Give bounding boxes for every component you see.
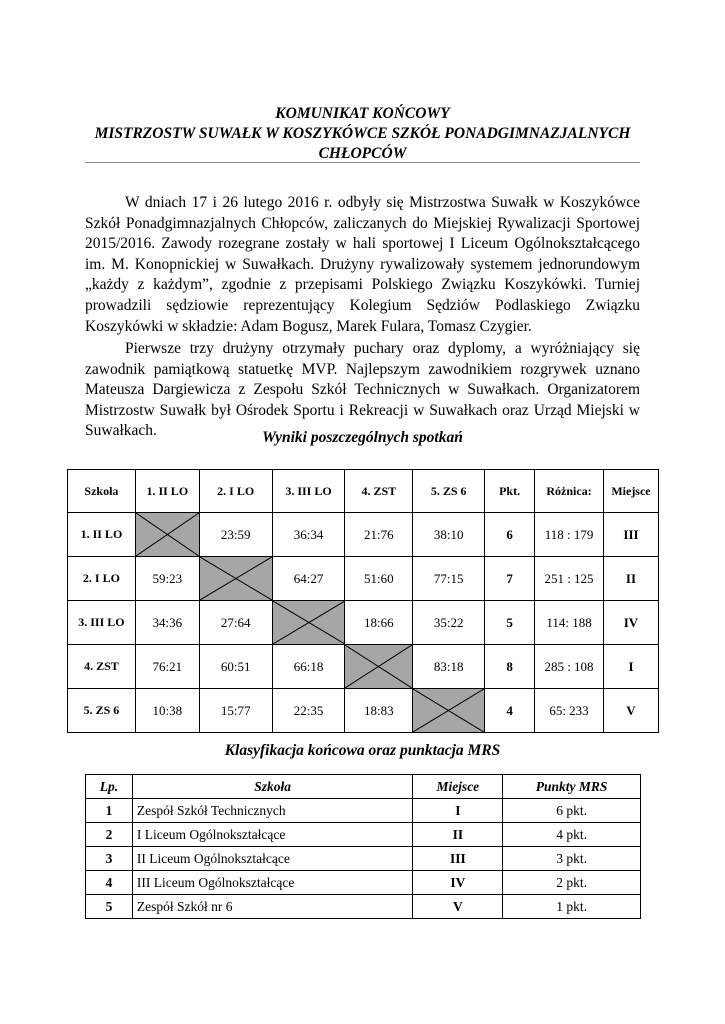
team-cell: 2. I LO bbox=[68, 557, 136, 601]
header-cell: Miejsce bbox=[413, 775, 503, 799]
score-cell: 23:59 bbox=[199, 513, 272, 557]
score-cell: 59:23 bbox=[135, 557, 199, 601]
score-cell: 34:36 bbox=[135, 601, 199, 645]
document-subtitle-cont: CHŁOPCÓW bbox=[318, 145, 407, 162]
school-cell: III Liceum Ogólnokształcące bbox=[132, 871, 412, 895]
mrs-points-cell: 2 pkt. bbox=[503, 871, 641, 895]
score-cell: 27:64 bbox=[199, 601, 272, 645]
difference-cell: 118 : 179 bbox=[535, 513, 604, 557]
cross-out-icon bbox=[273, 601, 345, 644]
header-cell: Różnica: bbox=[535, 470, 604, 513]
header-cell: 2. I LO bbox=[199, 470, 272, 513]
header-cell: Pkt. bbox=[485, 470, 535, 513]
score-cell: 51:60 bbox=[345, 557, 413, 601]
lp-cell: 2 bbox=[86, 823, 133, 847]
paragraph-1: W dniach 17 i 26 lutego 2016 r. odbyły się Mistrzostwa Suwałk w Koszykówce Szkół Ponadgimnazjalnych Chłopców, zaliczanych do Miejskiej Rywalizacji Sportowej 2015/2016. Zawody rozegrane zostały w hali sportowej I Liceum Ogólnokształcącego im. M. Konopnickiej w Suwałkach. Drużyny rywalizowały systemem jednorundowym „każdy z każdym”, zgodnie z przepisami Polskiego Związku Koszykówki. Turniej prowadzili sędziowie reprezentujący Kolegium Sędziów Podlaskiego Związku Koszykówki w składzie: Adam Bogusz, Marek Fulara, Tomasz Czygier. bbox=[85, 194, 640, 335]
place-cell: IV bbox=[413, 871, 503, 895]
mrs-points-cell: 6 pkt. bbox=[503, 799, 641, 823]
difference-cell: 285 : 108 bbox=[535, 645, 604, 689]
team-cell: 1. II LO bbox=[68, 513, 136, 557]
cross-out-icon bbox=[345, 645, 412, 688]
document-subtitle: MISTRZOSTW SUWAŁK W KOSZYKÓWCE SZKÓŁ PONADGIMNAZJALNYCH bbox=[94, 125, 631, 142]
score-cell: 35:22 bbox=[413, 601, 485, 645]
self-match-cell bbox=[272, 601, 345, 645]
lp-cell: 5 bbox=[86, 895, 133, 919]
table-row bbox=[86, 847, 641, 871]
team-cell: 3. III LO bbox=[68, 601, 136, 645]
points-cell: 7 bbox=[485, 557, 535, 601]
lp-cell: 3 bbox=[86, 847, 133, 871]
team-cell: 4. ZST bbox=[68, 645, 136, 689]
table-row bbox=[86, 871, 641, 895]
header-cell: Lp. bbox=[86, 775, 133, 799]
score-cell: 36:34 bbox=[272, 513, 345, 557]
table-row bbox=[68, 601, 659, 645]
mrs-points-cell: 4 pkt. bbox=[503, 823, 641, 847]
self-match-cell bbox=[135, 513, 199, 557]
table-row bbox=[68, 645, 659, 689]
header-cell: 1. II LO bbox=[135, 470, 199, 513]
self-match-cell bbox=[413, 689, 485, 733]
score-cell: 18:83 bbox=[345, 689, 413, 733]
points-cell: 8 bbox=[485, 645, 535, 689]
header-cell: Miejsce bbox=[603, 470, 658, 513]
results-table bbox=[67, 469, 659, 733]
header-cell: Punkty MRS bbox=[503, 775, 641, 799]
score-cell: 83:18 bbox=[413, 645, 485, 689]
results-title: Wyniki poszczególnych spotkań bbox=[262, 429, 463, 446]
table-row bbox=[86, 799, 641, 823]
classification-table bbox=[85, 774, 641, 919]
table-row bbox=[86, 823, 641, 847]
place-cell: II bbox=[603, 557, 658, 601]
score-cell: 66:18 bbox=[272, 645, 345, 689]
difference-cell: 114: 188 bbox=[535, 601, 604, 645]
school-cell: Zespół Szkół Technicznych bbox=[132, 799, 412, 823]
lp-cell: 1 bbox=[86, 799, 133, 823]
lp-cell: 4 bbox=[86, 871, 133, 895]
points-cell: 5 bbox=[485, 601, 535, 645]
place-cell: II bbox=[413, 823, 503, 847]
table-row bbox=[68, 689, 659, 733]
school-cell: II Liceum Ogólnokształcące bbox=[132, 847, 412, 871]
classification-title: Klasyfikacja końcowa oraz punktacja MRS bbox=[224, 742, 501, 759]
self-match-cell bbox=[199, 557, 272, 601]
title-divider bbox=[85, 162, 640, 163]
score-cell: 21:76 bbox=[345, 513, 413, 557]
school-cell: Zespół Szkół nr 6 bbox=[132, 895, 412, 919]
self-match-cell bbox=[345, 645, 413, 689]
cross-out-icon bbox=[413, 689, 484, 732]
document-title: KOMUNIKAT KOŃCOWY bbox=[275, 105, 450, 122]
score-cell: 15:77 bbox=[199, 689, 272, 733]
header-cell: 5. ZS 6 bbox=[413, 470, 485, 513]
header-cell: Szkoła bbox=[68, 470, 136, 513]
place-cell: I bbox=[603, 645, 658, 689]
score-cell: 38:10 bbox=[413, 513, 485, 557]
header-cell: 4. ZST bbox=[345, 470, 413, 513]
score-cell: 64:27 bbox=[272, 557, 345, 601]
place-cell: V bbox=[603, 689, 658, 733]
team-cell: 5. ZS 6 bbox=[68, 689, 136, 733]
place-cell: IV bbox=[603, 601, 658, 645]
score-cell: 10:38 bbox=[135, 689, 199, 733]
cross-out-icon bbox=[136, 513, 199, 556]
place-cell: III bbox=[603, 513, 658, 557]
paragraph-2: Pierwsze trzy drużyny otrzymały puchary oraz dyplomy, a wyróżniający się zawodnik pamiątkową statuetkę MVP. Najlepszym zawodnikiem rozgrywek uznano Mateusza Dargiewicza z Zespołu Szkół Technicznych w Suwałkach. Organizatorem Mistrzostw Suwałk był Ośrodek Sportu i Rekreacji w Suwałkach oraz Urząd Miejski w Suwałkach. bbox=[85, 340, 640, 440]
header-cell: Szkoła bbox=[132, 775, 412, 799]
place-cell: III bbox=[413, 847, 503, 871]
results-header-row bbox=[68, 470, 659, 513]
table-row bbox=[68, 557, 659, 601]
mrs-points-cell: 3 pkt. bbox=[503, 847, 641, 871]
score-cell: 18:66 bbox=[345, 601, 413, 645]
mrs-points-cell: 1 pkt. bbox=[503, 895, 641, 919]
points-cell: 6 bbox=[485, 513, 535, 557]
place-cell: V bbox=[413, 895, 503, 919]
points-cell: 4 bbox=[485, 689, 535, 733]
school-cell: I Liceum Ogólnokształcące bbox=[132, 823, 412, 847]
header-cell: 3. III LO bbox=[272, 470, 345, 513]
table-row bbox=[68, 513, 659, 557]
score-cell: 76:21 bbox=[135, 645, 199, 689]
classification-header-row bbox=[86, 775, 641, 799]
score-cell: 22:35 bbox=[272, 689, 345, 733]
place-cell: I bbox=[413, 799, 503, 823]
table-row bbox=[86, 895, 641, 919]
difference-cell: 251 : 125 bbox=[535, 557, 604, 601]
difference-cell: 65: 233 bbox=[535, 689, 604, 733]
cross-out-icon bbox=[200, 557, 272, 600]
score-cell: 77:15 bbox=[413, 557, 485, 601]
score-cell: 60:51 bbox=[199, 645, 272, 689]
